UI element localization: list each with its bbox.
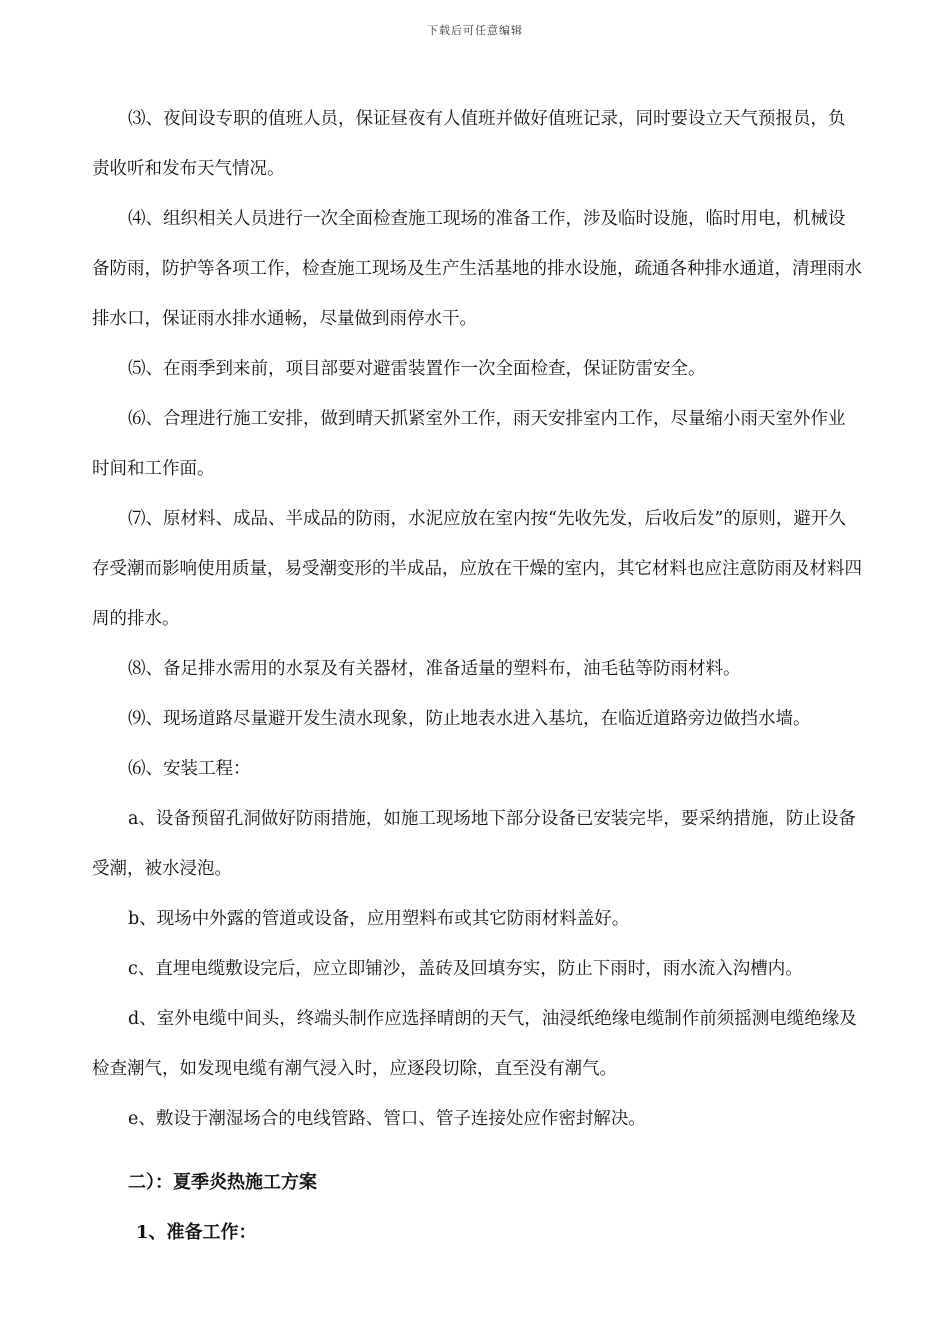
paragraph-c: c、直埋电缆敷设完后，应立即铺沙，盖砖及回填夯实，防止下雨时，雨水流入沟槽内。 (128, 959, 803, 979)
paragraph-4: ⑷、组织相关人员进行一次全面检查施工现场的准备工作，涉及临时设施，临时用电，机械设备防雨，防护等各项工作，检查施工现场及生产生活基地的排水设施，疏通各种排水通道，清理雨水排水口，保证雨水排水通畅，尽量做到雨停水干。 (92, 209, 862, 329)
paragraph-7: ⑺、原材料、成品、半成品的防雨，水泥应放在室内按“先收先发，后收后发”的原则，避开久存受潮而影响使用质量，易受潮变形的半成品，应放在干燥的室内，其它材料也应注意防雨及材料四周的排水。 (92, 509, 862, 629)
paragraph-e: e、敷设于潮湿场合的电线管路、管口、管子连接处应作密封解决。 (128, 1109, 646, 1129)
paragraph-a: a、设备预留孔洞做好防雨措施，如施工现场地下部分设备已安装完毕，要采纳措施，防止设备受潮，被水浸泡。 (92, 809, 856, 879)
paragraph-3: ⑶、夜间设专职的值班人员，保证昼夜有人值班并做好值班记录，同时要设立天气预报员，负责收听和发布天气情况。 (92, 109, 846, 179)
paragraph-installation-heading: ⑹、安装工程： (128, 759, 251, 779)
paragraph-5: ⑸、在雨季到来前，项目部要对避雷装置作一次全面检查，保证防雷安全。 (128, 359, 706, 379)
paragraph-6: ⑹、合理进行施工安排，做到晴天抓紧室外工作，雨天安排室内工作，尽量缩小雨天室外作业时间和工作面。 (92, 409, 846, 479)
paragraph-9: ⑼、现场道路尽量避开发生渍水现象，防止地表水进入基坑，在临近道路旁边做挡水墙。 (128, 709, 811, 729)
paragraph-b: b、现场中外露的管道或设备，应用塑料布或其它防雨材料盖好。 (128, 909, 630, 929)
page-header: 下载后可任意编辑 (427, 24, 523, 37)
document-body (92, 94, 862, 1258)
paragraph-d: d、室外电缆中间头，终端头制作应选择晴朗的天气，油浸纸绝缘电缆制作前须摇测电缆绝缘及检查潮气，如发现电缆有潮气浸入时，应逐段切除，直至没有潮气。 (92, 1009, 857, 1079)
paragraph-8: ⑻、备足排水需用的水泵及有关器材，准备适量的塑料布，油毛毡等防雨材料。 (128, 659, 741, 679)
subsection-title: 1、准备工作： (136, 1222, 257, 1243)
section-title: 二）：夏季炎热施工方案 (128, 1172, 317, 1193)
